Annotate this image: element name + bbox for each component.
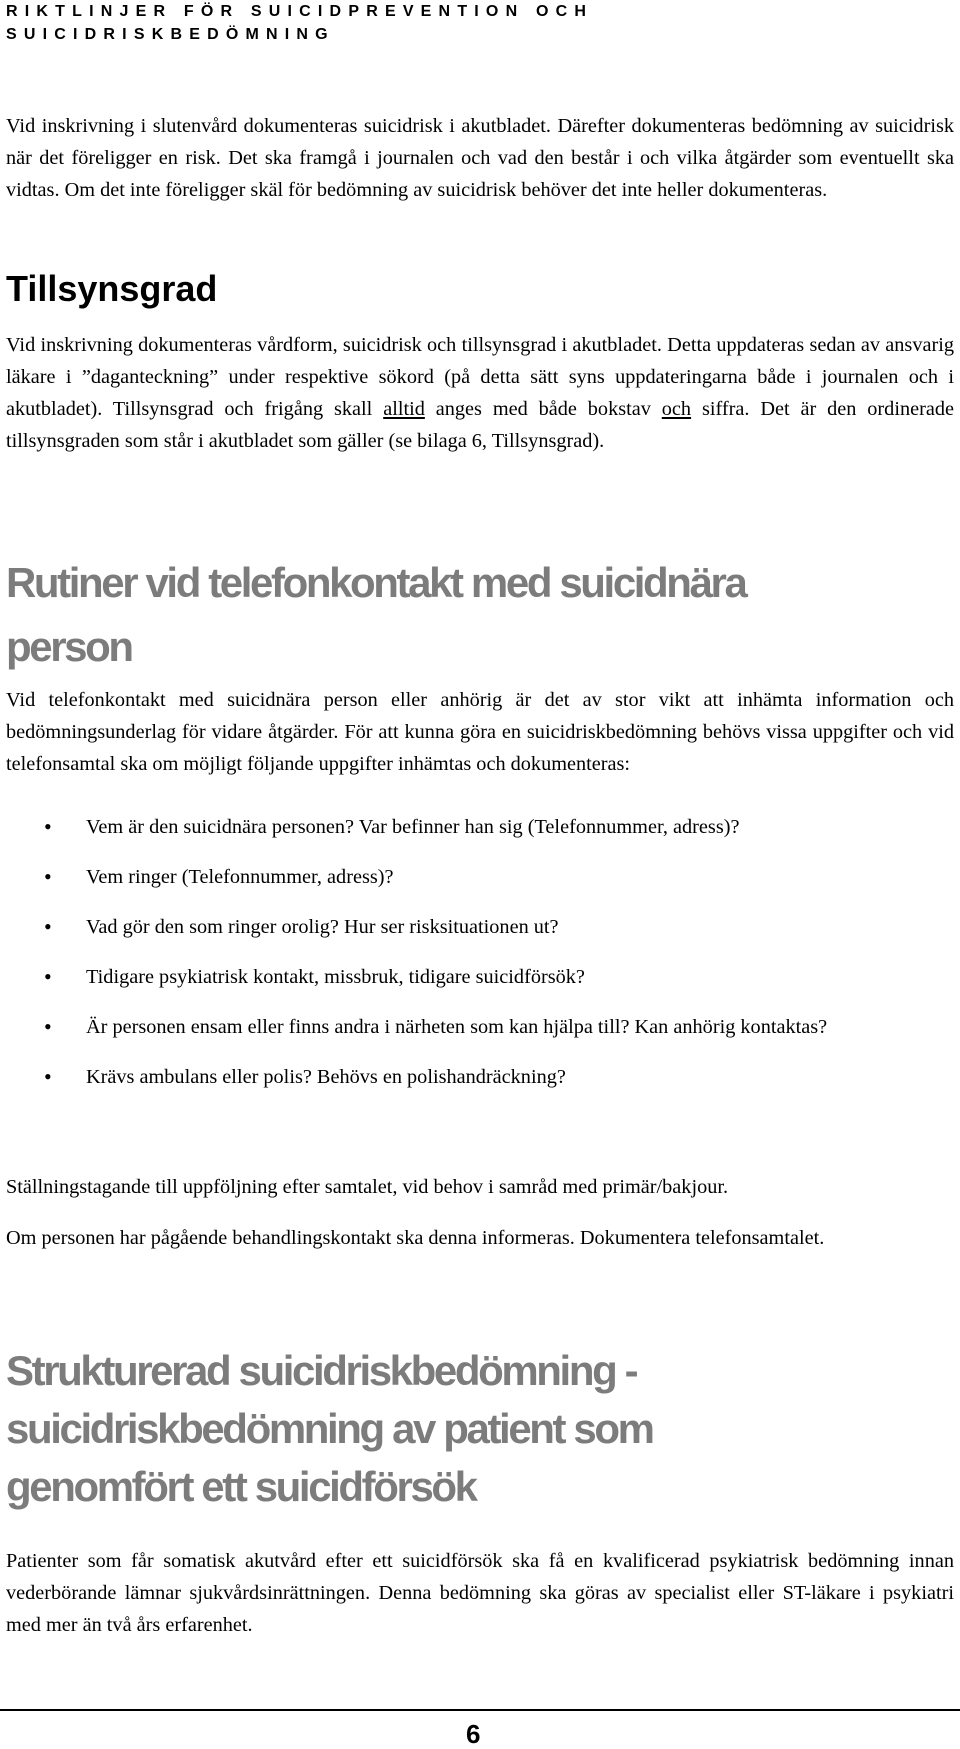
rutiner-heading-line-1: Rutiner vid telefonkontakt med suicidnära bbox=[6, 559, 746, 606]
tillsynsgrad-section bbox=[6, 329, 954, 457]
bullet-icon: • bbox=[44, 914, 52, 939]
list-item-text: Vad gör den som ringer orolig? Hur ser risksituationen ut? bbox=[86, 916, 559, 938]
follow-up-paragraph: Ställningstagande till uppföljning efter samtalet, vid behov i samråd med primär/bakjour. bbox=[6, 1176, 729, 1198]
contact-section bbox=[6, 1222, 954, 1254]
contact-paragraph: Om personen har pågående behandlingskontakt ska denna informeras. Dokumentera telefonsamtalet. bbox=[6, 1227, 825, 1249]
rutiner-heading-line-2: person bbox=[6, 623, 132, 670]
footer-divider bbox=[0, 1709, 960, 1711]
follow-up-section bbox=[6, 1171, 954, 1203]
bullet-icon: • bbox=[44, 814, 52, 839]
list-item bbox=[6, 1011, 954, 1043]
list-item-text: Tidigare psykiatrisk kontakt, missbruk, tidigare suicidförsök? bbox=[86, 966, 585, 988]
tillsynsgrad-text-part-1: Vid inskrivning dokumenteras vårdform, suicidrisk och tillsynsgrad i akutbladet. Detta uppdateras sedan av ansvarig läkare i ”daganteckning” under respektive sökord (på detta sätt syns uppdateringarna både i journalen och i akutbladet). Tillsynsgrad och frigång skall bbox=[6, 334, 954, 420]
running-header-line-2: SUICIDRISKBEDÖMNING bbox=[6, 26, 335, 43]
list-item-text: Krävs ambulans eller polis? Behövs en polishandräckning? bbox=[86, 1066, 566, 1088]
strukturerad-section bbox=[6, 1545, 954, 1641]
list-item bbox=[6, 861, 954, 893]
list-item-text: Vem ringer (Telefonnummer, adress)? bbox=[86, 866, 394, 888]
bullet-icon: • bbox=[44, 1064, 52, 1089]
list-item bbox=[6, 1061, 954, 1093]
rutiner-intro-section bbox=[6, 684, 954, 780]
rutiner-bullet-list bbox=[6, 811, 954, 1111]
tillsynsgrad-text-part-2: anges med både bokstav bbox=[424, 398, 662, 420]
list-item-text: Vem är den suicidnära personen? Var befinner han sig (Telefonnummer, adress)? bbox=[86, 816, 740, 838]
list-item bbox=[6, 811, 954, 843]
intro-section bbox=[6, 110, 954, 206]
tillsynsgrad-heading: Tillsynsgrad bbox=[6, 268, 218, 309]
list-item bbox=[6, 961, 954, 993]
bullet-icon: • bbox=[44, 864, 52, 889]
strukturerad-heading bbox=[6, 1342, 956, 1516]
tillsynsgrad-paragraph bbox=[6, 329, 954, 457]
intro-paragraph: Vid inskrivning i slutenvård dokumenteras suicidrisk i akutbladet. Därefter dokumenteras bedömning av suicidrisk när det föreligger en risk. Det ska framgå i journalen och vad den består i och vilka åtgärder som eventuellt ska vidtas. Om det inte föreligger skäl för bedömning av suicidrisk behöver det inte heller dokumenteras. bbox=[6, 115, 954, 201]
tillsynsgrad-text-part-3: siffra. Det är den ordinerade tillsynsgraden som står i akutbladet som gäller (se bilaga 6, Tillsynsgrad). bbox=[6, 398, 954, 452]
running-header-line-1: RIKTLINJER FÖR SUICIDPREVENTION OCH bbox=[6, 3, 594, 20]
strukturerad-paragraph: Patienter som får somatisk akutvård efter ett suicidförsök ska få en kvalificerad psykiatrisk bedömning innan vederbörande lämnar sjukvårdsinrättningen. Denna bedömning ska göras av specialist eller ST-läkare i psykiatri med mer än två års erfarenhet. bbox=[6, 1550, 954, 1636]
strukturerad-heading-line-1: Strukturerad suicidriskbedömning - bbox=[6, 1347, 637, 1394]
running-header bbox=[6, 0, 593, 46]
page-number: 6 bbox=[466, 1719, 481, 1749]
bullet-icon: • bbox=[44, 964, 52, 989]
underlined-word-alltid: alltid bbox=[383, 398, 425, 420]
strukturerad-heading-line-3: genomfört ett suicidförsök bbox=[6, 1463, 476, 1510]
list-item-text: Är personen ensam eller finns andra i närheten som kan hjälpa till? Kan anhörig kontaktas? bbox=[86, 1016, 828, 1038]
rutiner-heading bbox=[6, 551, 956, 679]
underlined-word-och: och bbox=[661, 398, 692, 420]
bullet-icon: • bbox=[44, 1014, 52, 1039]
rutiner-intro-paragraph: Vid telefonkontakt med suicidnära person eller anhörig är det av stor vikt att inhämta information och bedömningsunderlag för vidare åtgärder. För att kunna göra en suicidriskbedömning behövs vissa uppgifter och vid telefonsamtal ska om möjligt följande uppgifter inhämtas och dokumenteras: bbox=[6, 689, 954, 775]
list-item bbox=[6, 911, 954, 943]
strukturerad-heading-line-2: suicidriskbedömning av patient som bbox=[6, 1405, 653, 1452]
